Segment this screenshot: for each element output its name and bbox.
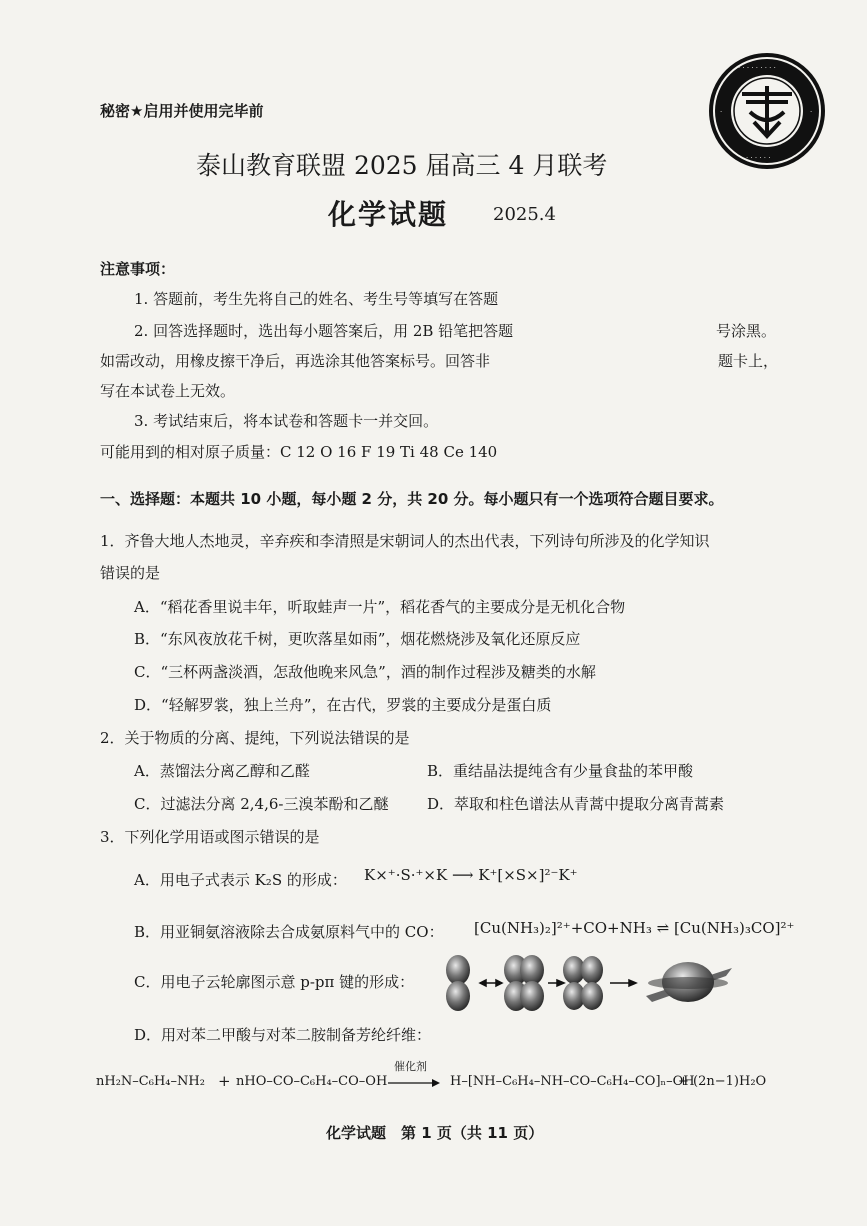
- q2-option-a: A．蒸馏法分离乙醇和乙醛: [134, 762, 310, 780]
- notice-item-2-line3: 写在本试卷上无效。: [100, 382, 236, 400]
- svg-text:· · · · · · · · ·: · · · · · · · · ·: [738, 64, 776, 72]
- q2-stem: 2．关于物质的分离、提纯，下列说法错误的是: [100, 729, 410, 747]
- notice-heading: 注意事项：: [100, 260, 176, 278]
- q1-stem-line2: 错误的是: [100, 564, 161, 582]
- q3-option-a-formula: K×⁺·S·⁺×K ⟶ K⁺[×S×]²⁻K⁺: [364, 866, 578, 884]
- notice-item-2-line2: 如需改动，用橡皮擦干净后，再选涂其他答案标号。回答非: [100, 352, 491, 370]
- reactant-diacid: nHO–CO–C₆H₄–CO–OH: [236, 1074, 388, 1089]
- notice-item-2-line1-end: 号涂黑。: [716, 322, 777, 340]
- svg-text:· · · · · ·: · · · · · ·: [746, 154, 771, 162]
- q3-option-d-text: D．用对苯二甲酸与对苯二胺制备芳纶纤维：: [134, 1026, 432, 1044]
- q1-option-c: C．“三杯两盏淡酒，怎敌他晚来风急”，酒的制作过程涉及糖类的水解: [134, 663, 596, 681]
- q3-option-b-formula: [Cu(NH₃)₂]²⁺+CO+NH₃ ⇌ [Cu(NH₃)₃CO]²⁺: [474, 919, 795, 937]
- catalyst-label: 催化剂: [394, 1060, 427, 1073]
- p-orbital-pair-1: [446, 955, 470, 1011]
- subject-title: 化学试题: [328, 198, 449, 231]
- covered-area: [552, 278, 712, 374]
- exam-date: 2025.4: [493, 204, 556, 225]
- q1-option-a: A．“稻花香里说丰年，听取蛙声一片”，稻花香气的主要成分是无机化合物: [134, 598, 626, 616]
- confidential-label: 秘密★启用并使用完毕前: [100, 102, 264, 120]
- q2-option-d: D．萃取和柱色谱法从青蒿中提取分离青蒿素: [427, 795, 725, 813]
- q3-option-a-text: A．用电子式表示 K₂S 的形成：: [134, 871, 347, 889]
- arrow-right-icon: [548, 980, 564, 986]
- atomic-mass-line: 可能用到的相对原子质量：C 12 O 16 F 19 Ti 48 Ce 140: [100, 443, 498, 461]
- q1-option-d: D．“轻解罗裳，独上兰舟”，在古代，罗裳的主要成分是蛋白质: [134, 696, 552, 714]
- reactant-diamine: nH₂N–C₆H₄–NH₂: [96, 1074, 205, 1089]
- plus-sign: +: [218, 1072, 231, 1090]
- q3-option-d-equation: [96, 1058, 796, 1118]
- q1-stem-line1: 1．齐鲁大地人杰地灵，辛弃疾和李清照是宋朝词人的杰出代表，下列诗句所涉及的化学知识: [100, 532, 710, 550]
- p-p-pi-bond-diagram: [436, 952, 736, 1012]
- q3-option-c-text: C．用电子云轮廓图示意 p-pπ 键的形成：: [134, 973, 415, 991]
- pi-bond-cloud: [646, 962, 732, 1002]
- p-orbital-overlap: [563, 956, 603, 1010]
- product-polymer: H–[NH–C₆H₄–NH–CO–C₆H₄–CO]ₙ–OH: [450, 1074, 695, 1089]
- exam-title: 泰山教育联盟 2025 届高三 4 月联考: [196, 151, 608, 180]
- q3-option-b-text: B．用亚铜氨溶液除去合成氨原料气中的 CO：: [134, 923, 444, 941]
- q1-option-b: B．“东风夜放花千树，更吹落星如雨”，烟花燃烧涉及氧化还原反应: [134, 630, 581, 648]
- arrow-right-icon: [610, 980, 636, 986]
- q2-option-b: B．重结晶法提纯含有少量食盐的苯甲酸: [427, 762, 694, 780]
- arrow-left-right-icon: [480, 980, 502, 986]
- svg-text:·: ·: [810, 108, 813, 116]
- notice-item-1: 1. 答题前，考生先将自己的姓名、考生号等填写在答题: [134, 290, 499, 308]
- notice-item-2-line2-end: 题卡上，: [718, 352, 779, 370]
- school-seal-logo: [708, 52, 826, 170]
- section1-heading: 一、选择题：本题共 10 小题，每小题 2 分，共 20 分。每小题只有一个选项符合题目要求。: [100, 490, 724, 508]
- q2-option-c: C．过滤法分离 2,4,6-三溴苯酚和乙醚: [134, 795, 389, 813]
- p-orbital-pair-2: [504, 955, 544, 1011]
- svg-text:·: ·: [720, 108, 723, 116]
- q3-stem: 3．下列化学用语或图示错误的是: [100, 828, 320, 846]
- reaction-arrow-icon: [388, 1078, 440, 1088]
- page-footer: 化学试题 第 1 页（共 11 页）: [326, 1124, 544, 1142]
- byproduct-water: + (2n−1)H₂O: [678, 1074, 767, 1089]
- notice-item-3: 3. 考试结束后，将本试卷和答题卡一并交回。: [134, 412, 439, 430]
- notice-item-2-line1: 2. 回答选择题时，选出每小题答案后，用 2B 铅笔把答题: [134, 322, 514, 340]
